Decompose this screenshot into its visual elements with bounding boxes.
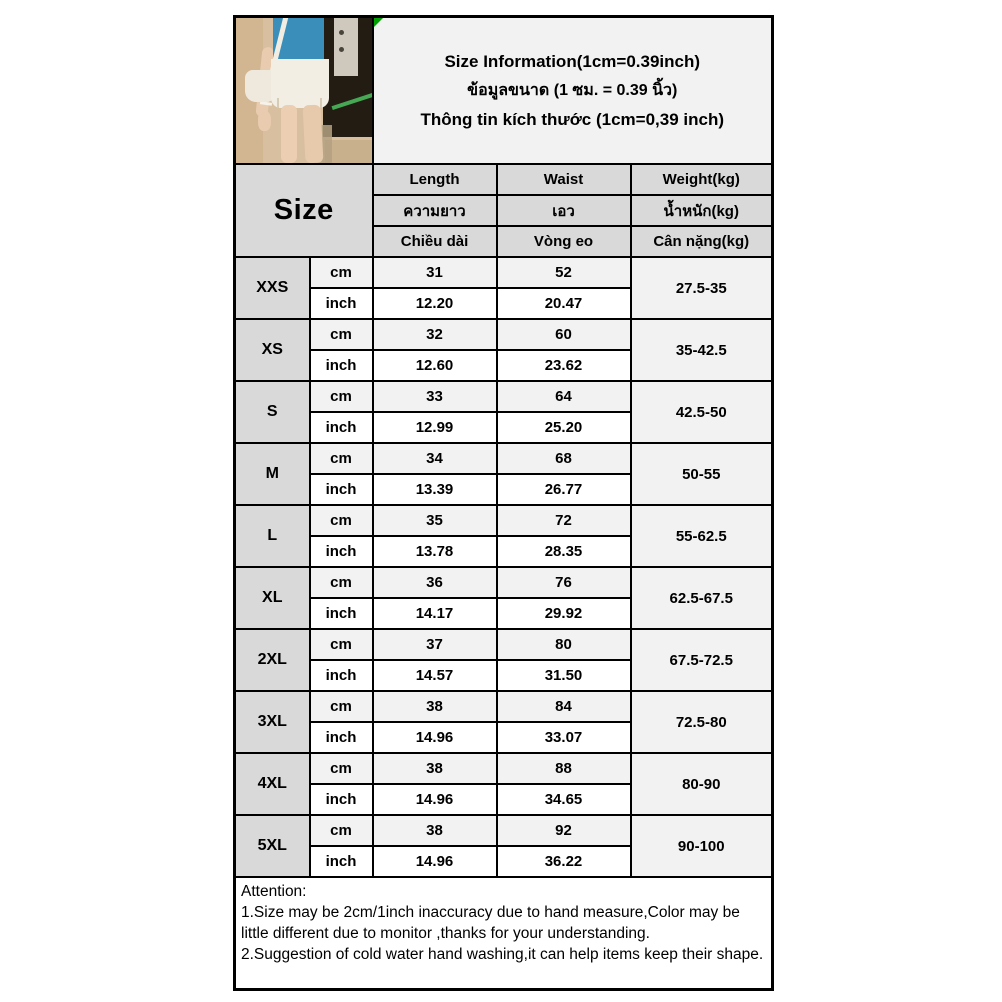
weight-range: 35-42.5 (631, 319, 773, 381)
photo-shorts-split (277, 98, 279, 108)
unit-inch: inch (310, 536, 373, 567)
unit-inch: inch (310, 660, 373, 691)
unit-cm: cm (310, 505, 373, 536)
col-header-waist-vi: Vòng eo (497, 226, 631, 257)
waist-inch-value: 34.65 (497, 784, 631, 815)
unit-cm: cm (310, 381, 373, 412)
size-chart (233, 15, 771, 991)
weight-range: 72.5-80 (631, 691, 773, 753)
unit-cm: cm (310, 443, 373, 474)
length-cm-value: 32 (373, 319, 497, 350)
size-info-title-th: ข้อมูลขนาด (1 ซม. = 0.39 นิ้ว) (467, 82, 678, 99)
weight-range: 50-55 (631, 443, 773, 505)
product-photo-cell (235, 17, 373, 165)
length-cm-value: 38 (373, 815, 497, 846)
size-column-header: Size (235, 164, 373, 257)
weight-range: 42.5-50 (631, 381, 773, 443)
photo-shorts-split (320, 98, 322, 108)
unit-cm: cm (310, 257, 373, 288)
col-header-weight-vi: Cân nặng(kg) (631, 226, 773, 257)
size-label: XXS (235, 257, 310, 319)
unit-inch: inch (310, 722, 373, 753)
length-inch-value: 14.57 (373, 660, 497, 691)
size-label: S (235, 381, 310, 443)
size-chart-table (233, 15, 774, 991)
length-inch-value: 14.17 (373, 598, 497, 629)
photo-model-leg (281, 105, 297, 163)
weight-range: 27.5-35 (631, 257, 773, 319)
size-info-title-en: Size Information(1cm=0.39inch) (444, 52, 701, 71)
weight-range: 55-62.5 (631, 505, 773, 567)
col-header-waist-th: เอว (497, 195, 631, 226)
unit-inch: inch (310, 288, 373, 319)
size-label: L (235, 505, 310, 567)
length-inch-value: 13.78 (373, 536, 497, 567)
photo-model-hand (258, 111, 272, 131)
product-photo (236, 18, 372, 163)
size-label: 2XL (235, 629, 310, 691)
length-cm-value: 38 (373, 691, 497, 722)
waist-cm-value: 80 (497, 629, 631, 660)
col-header-weight-en: Weight(kg) (631, 164, 773, 195)
length-cm-value: 37 (373, 629, 497, 660)
size-label: XS (235, 319, 310, 381)
waist-cm-value: 88 (497, 753, 631, 784)
size-label: 5XL (235, 815, 310, 877)
unit-cm: cm (310, 691, 373, 722)
waist-cm-value: 92 (497, 815, 631, 846)
size-info-title-vi: Thông tin kích thước (1cm=0,39 inch) (420, 110, 725, 129)
attention-line: 2.Suggestion of cold water hand washing,it can help items keep their shape. (241, 946, 764, 963)
length-cm-value: 34 (373, 443, 497, 474)
unit-inch: inch (310, 784, 373, 815)
size-label: XL (235, 567, 310, 629)
attention-line: 1.Size may be 2cm/1inch inaccuracy due to hand measure,Color may be (241, 904, 740, 921)
length-inch-value: 12.20 (373, 288, 497, 319)
waist-inch-value: 33.07 (497, 722, 631, 753)
unit-inch: inch (310, 350, 373, 381)
unit-cm: cm (310, 319, 373, 350)
attention-line: Attention: (241, 883, 307, 900)
col-header-weight-th: น้ำหนัก(kg) (631, 195, 773, 226)
waist-cm-value: 76 (497, 567, 631, 598)
unit-inch: inch (310, 598, 373, 629)
size-label: 4XL (235, 753, 310, 815)
waist-cm-value: 68 (497, 443, 631, 474)
waist-inch-value: 28.35 (497, 536, 631, 567)
waist-cm-value: 52 (497, 257, 631, 288)
length-cm-value: 36 (373, 567, 497, 598)
weight-range: 90-100 (631, 815, 773, 877)
waist-inch-value: 36.22 (497, 846, 631, 877)
length-cm-value: 33 (373, 381, 497, 412)
col-header-length-vi: Chiều dài (373, 226, 497, 257)
weight-range: 67.5-72.5 (631, 629, 773, 691)
length-inch-value: 14.96 (373, 722, 497, 753)
waist-inch-value: 26.77 (497, 474, 631, 505)
unit-cm: cm (310, 567, 373, 598)
unit-inch: inch (310, 846, 373, 877)
length-cm-value: 38 (373, 753, 497, 784)
photo-cabinet-panel (334, 18, 358, 76)
photo-model-leg (302, 105, 323, 163)
waist-inch-value: 20.47 (497, 288, 631, 319)
photo-floor (325, 140, 371, 163)
length-inch-value: 12.99 (373, 412, 497, 443)
unit-cm: cm (310, 629, 373, 660)
col-header-length-en: Length (373, 164, 497, 195)
length-inch-value: 13.39 (373, 474, 497, 505)
col-header-length-th: ความยาว (373, 195, 497, 226)
length-cm-value: 31 (373, 257, 497, 288)
size-info-title-cell (373, 17, 773, 165)
waist-inch-value: 31.50 (497, 660, 631, 691)
waist-inch-value: 23.62 (497, 350, 631, 381)
unit-cm: cm (310, 753, 373, 784)
weight-range: 62.5-67.5 (631, 567, 773, 629)
attention-line: little different due to monitor ,thanks for your understanding. (241, 925, 650, 942)
weight-range: 80-90 (631, 753, 773, 815)
length-inch-value: 12.60 (373, 350, 497, 381)
size-label: M (235, 443, 310, 505)
attention-note (235, 877, 773, 990)
waist-inch-value: 25.20 (497, 412, 631, 443)
unit-cm: cm (310, 815, 373, 846)
waist-inch-value: 29.92 (497, 598, 631, 629)
length-cm-value: 35 (373, 505, 497, 536)
size-label: 3XL (235, 691, 310, 753)
waist-cm-value: 84 (497, 691, 631, 722)
col-header-waist-en: Waist (497, 164, 631, 195)
unit-inch: inch (310, 474, 373, 505)
length-inch-value: 14.96 (373, 846, 497, 877)
unit-inch: inch (310, 412, 373, 443)
waist-cm-value: 64 (497, 381, 631, 412)
waist-cm-value: 60 (497, 319, 631, 350)
waist-cm-value: 72 (497, 505, 631, 536)
comment-marker-icon (374, 18, 383, 27)
length-inch-value: 14.96 (373, 784, 497, 815)
